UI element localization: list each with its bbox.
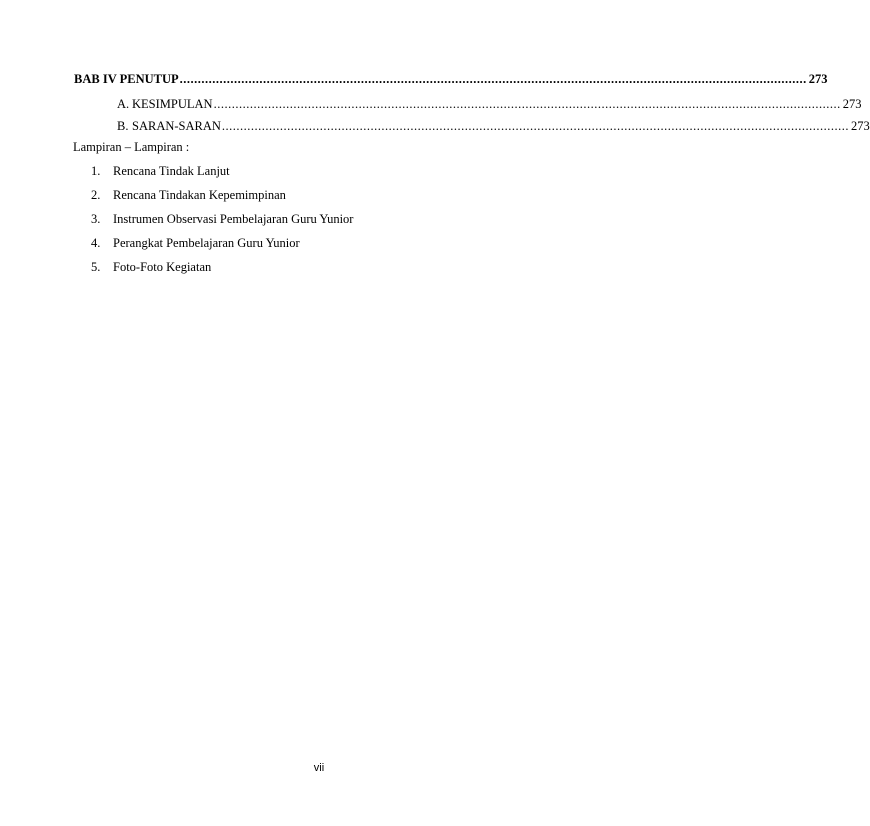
list-item-label: Perangkat Pembelajaran Guru Yunior [113, 236, 300, 250]
list-item-label: Instrumen Observasi Pembelajaran Guru Yunior [113, 212, 354, 226]
toc-entry-page: 273 [842, 97, 862, 111]
list-item-number: 5. [91, 260, 101, 274]
toc-entry-page: 273 [808, 72, 828, 86]
toc-entry-label: KESIMPULAN [132, 97, 213, 111]
list-item [91, 231, 353, 255]
toc-entry-kesimpulan [117, 97, 862, 112]
toc-leader-dots: ............................................................................................................................................................................. [179, 72, 807, 86]
toc-entry-label: BAB IV PENUTUP [74, 72, 179, 86]
list-item-number: 4. [91, 236, 101, 250]
list-item-label: Rencana Tindak Lanjut [113, 164, 230, 178]
list-item-number: 1. [91, 164, 101, 178]
list-item [91, 207, 353, 231]
lampiran-heading: Lampiran – Lampiran : [73, 140, 190, 154]
toc-leader-dots: ............................................................................................................................................................................. [221, 119, 850, 133]
list-item-number: 3. [91, 212, 101, 226]
list-item [91, 183, 353, 207]
list-item-label: Rencana Tindakan Kepemimpinan [113, 188, 286, 202]
list-item [91, 159, 353, 183]
toc-entry-prefix: A. [117, 97, 130, 111]
list-item-label: Foto-Foto Kegiatan [113, 260, 212, 274]
list-item [91, 255, 353, 279]
lampiran-list [91, 159, 353, 279]
toc-leader-dots: ............................................................................................................................................................................. [213, 97, 841, 111]
list-item-number: 2. [91, 188, 101, 202]
toc-entry-label: SARAN-SARAN [132, 119, 221, 133]
toc-entry-bab-iv [74, 72, 828, 87]
toc-entry-prefix: B. [117, 119, 129, 133]
toc-entry-saran-saran [117, 119, 870, 134]
toc-entry-page: 273 [851, 119, 870, 133]
page-number: vii [313, 762, 325, 774]
